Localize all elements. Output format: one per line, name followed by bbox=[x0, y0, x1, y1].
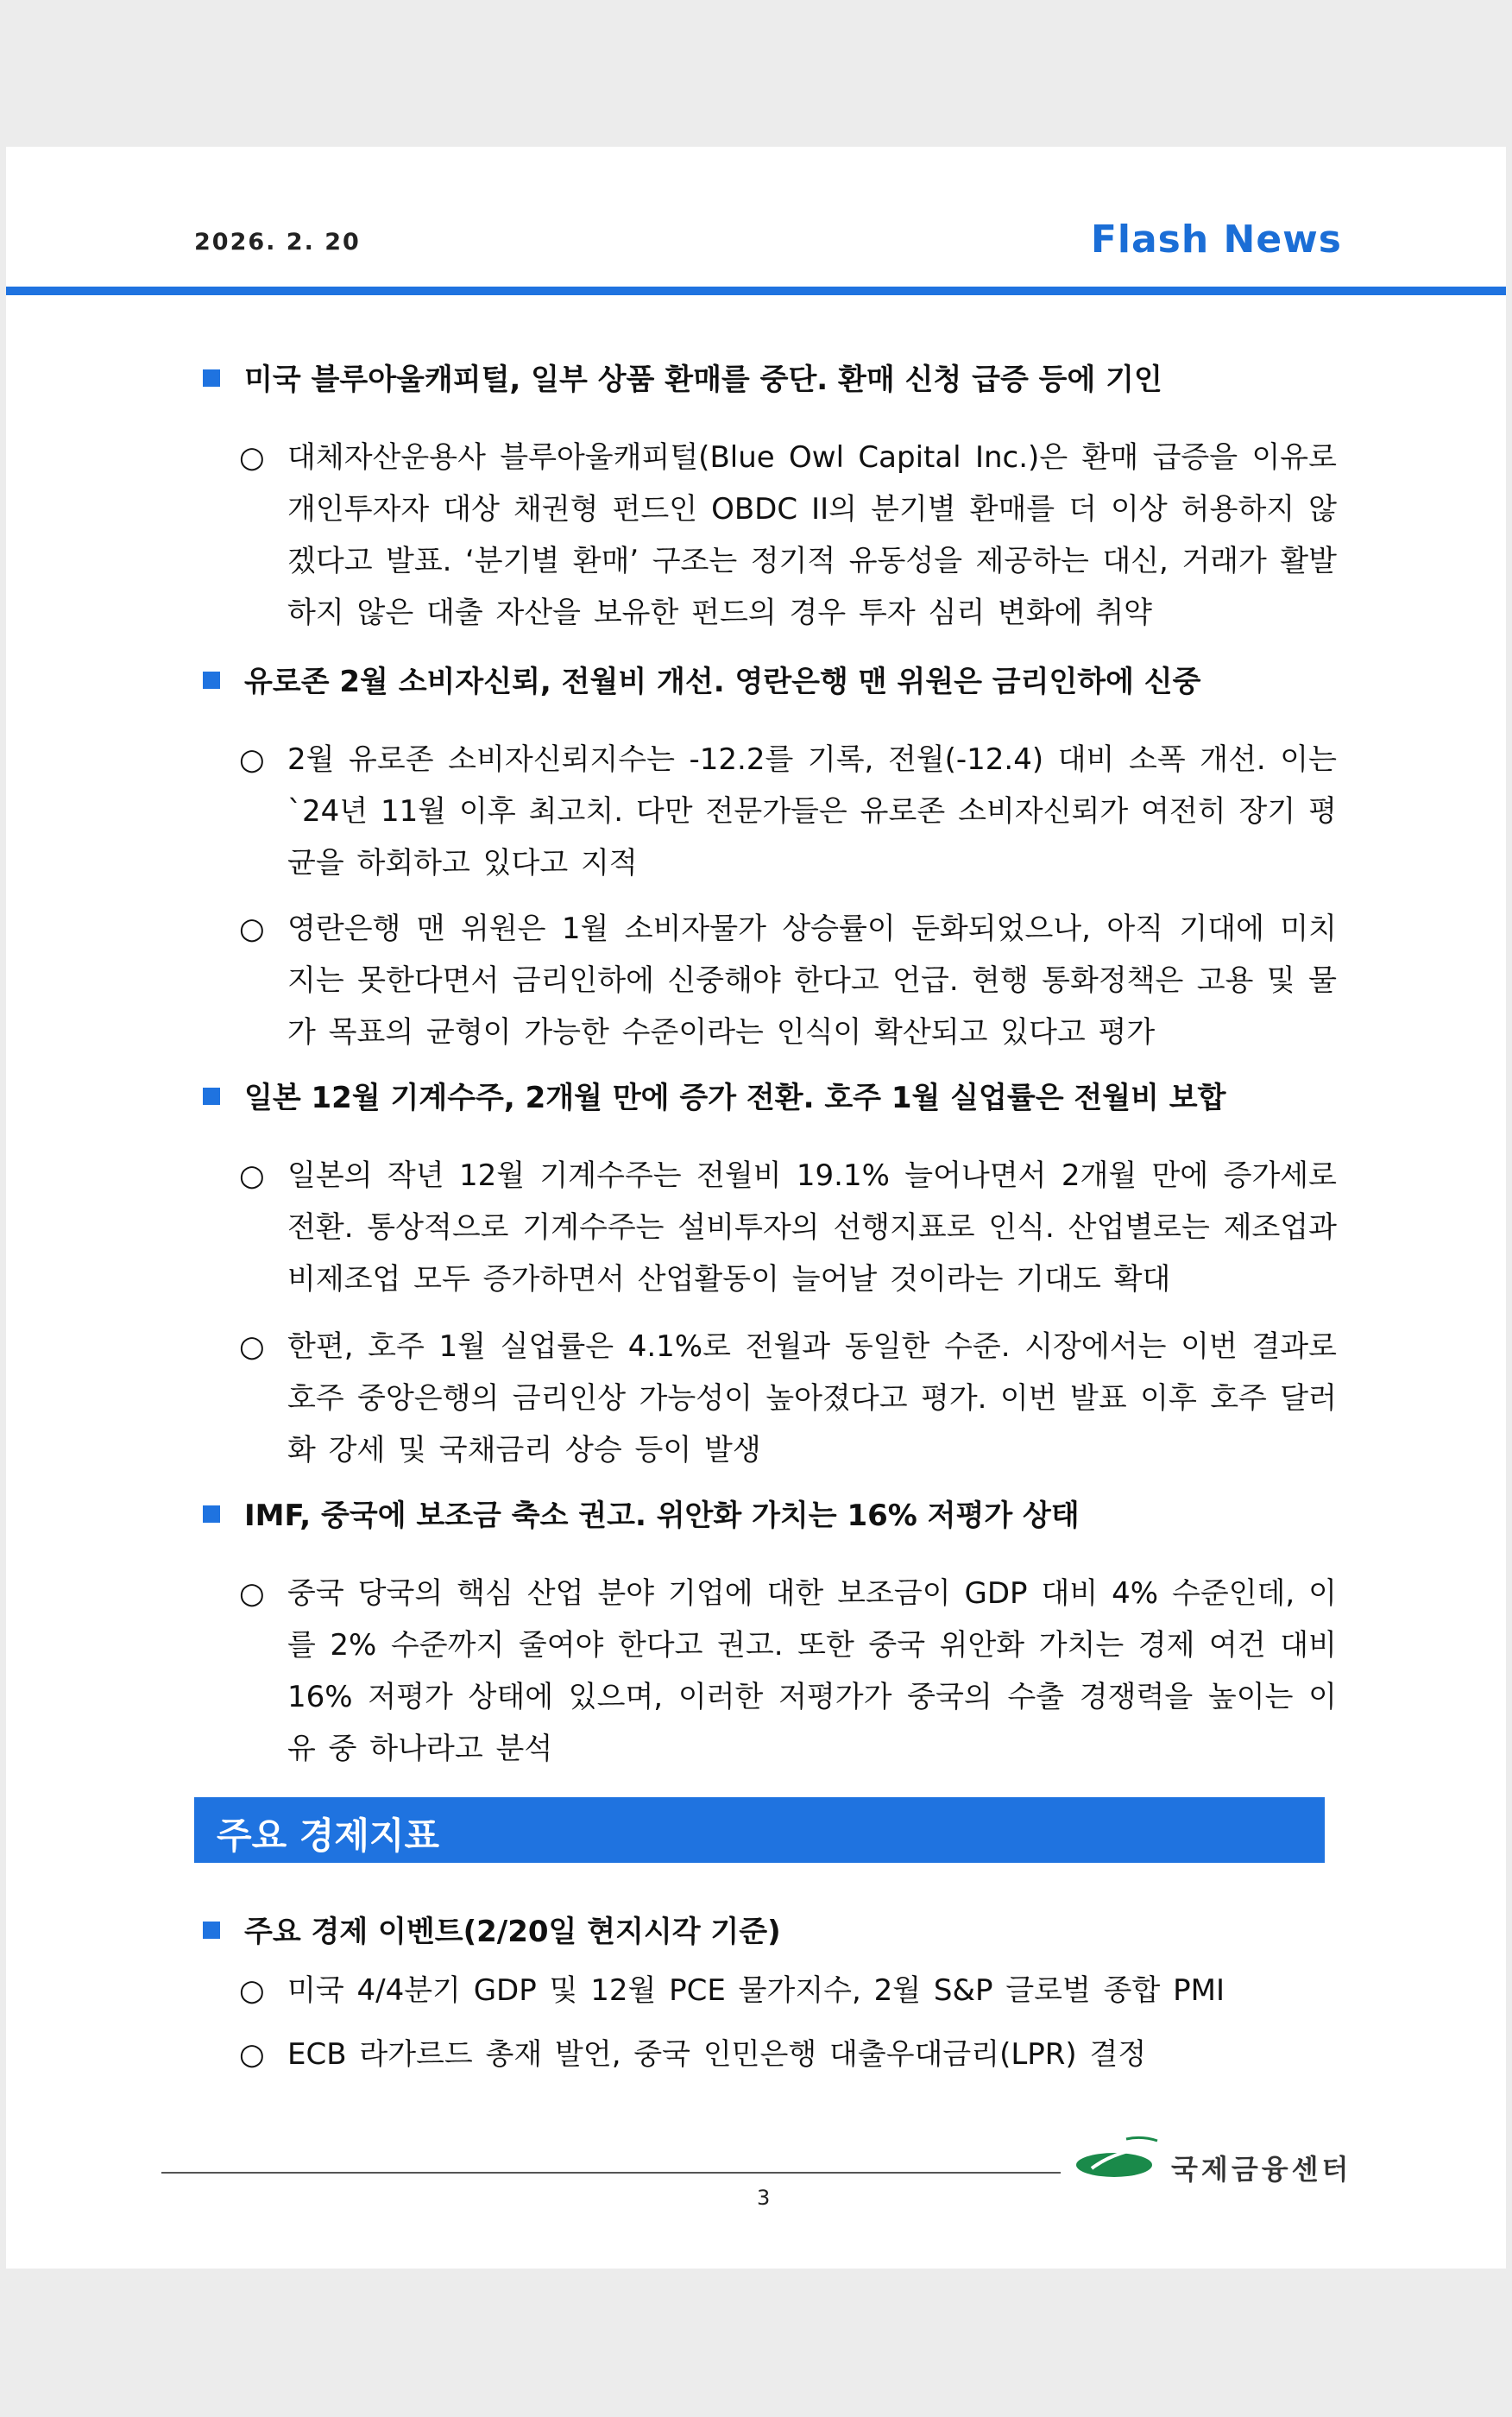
page-number: 3 bbox=[757, 2186, 771, 2210]
square-bullet-icon bbox=[203, 1922, 220, 1939]
org-name: 국제금융센터 bbox=[1171, 2153, 1352, 2186]
bullet-paragraph: ○ 한편, 호주 1월 실업률은 4.1%로 전월과 동일한 수준. 시장에서는 이번 결과로 호주 중앙은행의 금리인상 가능성이 높아졌다고 평가. 이번 발표 이후 호주 달러화 강세 및 국채금리 상승 등이 발생 bbox=[239, 1321, 1337, 1476]
circle-bullet-icon: ○ bbox=[239, 1576, 265, 1611]
circle-bullet-icon: ○ bbox=[239, 1329, 265, 1364]
bullet-paragraph: ○ 미국 4/4분기 GDP 및 12월 PCE 물가지수, 2월 S&P 글로벌 종합 PMI bbox=[239, 1965, 1378, 2016]
section-title-bar: 주요 경제지표 bbox=[194, 1797, 1325, 1863]
report-date: 2026. 2. 20 bbox=[194, 229, 361, 256]
header-rule bbox=[6, 287, 1506, 295]
section-heading: 미국 블루아울캐피털, 일부 상품 환매를 중단. 환매 신청 급증 등에 기인 bbox=[203, 356, 1162, 398]
square-bullet-icon bbox=[203, 1088, 220, 1105]
circle-bullet-icon: ○ bbox=[239, 1158, 265, 1193]
square-bullet-icon bbox=[203, 672, 220, 689]
section-heading: 유로존 2월 소비자신뢰, 전월비 개선. 영란은행 맨 위원은 금리인하에 신중 bbox=[203, 658, 1201, 700]
bullet-paragraph: ○ 일본의 작년 12월 기계수주는 전월비 19.1% 늘어나면서 2개월 만에 증가세로 전환. 통상적으로 기계수주는 설비투자의 선행지표로 인식. 산업별로는 제조업과 비제조업 모두 증가하면서 산업활동이 늘어날 것이라는 기대도 확대 bbox=[239, 1150, 1337, 1305]
footer-rule bbox=[161, 2172, 1061, 2174]
bullet-paragraph: ○ ECB 라가르드 총재 발언, 중국 인민은행 대출우대금리(LPR) 결정 bbox=[239, 2029, 1378, 2080]
circle-bullet-icon: ○ bbox=[239, 2037, 265, 2072]
section-heading: 주요 경제 이벤트(2/20일 현지시각 기준) bbox=[203, 1908, 781, 1950]
square-bullet-icon bbox=[203, 369, 220, 387]
brand-title: Flash News bbox=[1090, 218, 1342, 262]
square-bullet-icon bbox=[203, 1505, 220, 1523]
circle-bullet-icon: ○ bbox=[239, 912, 265, 946]
document-page bbox=[6, 147, 1506, 2269]
kcif-logo-icon bbox=[1074, 2134, 1164, 2182]
circle-bullet-icon: ○ bbox=[239, 440, 265, 475]
bullet-paragraph: ○ 중국 당국의 핵심 산업 분야 기업에 대한 보조금이 GDP 대비 4% 수준인데, 이를 2% 수준까지 줄여야 한다고 권고. 또한 중국 위안화 가치는 경제 여건 대비 16% 저평가 상태에 있으며, 이러한 저평가가 중국의 수출 경쟁력을 높이는 이유 중 하나라고 분석 bbox=[239, 1568, 1337, 1775]
circle-bullet-icon: ○ bbox=[239, 1973, 265, 2008]
bullet-paragraph: ○ 대체자산운용사 블루아울캐피털(Blue Owl Capital Inc.)은 환매 급증을 이유로 개인투자자 대상 채권형 펀드인 OBDC II의 분기별 환매를 더 이상 허용하지 않겠다고 발표. ‘분기별 환매’ 구조는 정기적 유동성을 제공하는 대신, 거래가 활발하지 않은 대출 자산을 보유한 펀드의 경우 투자 심리 변화에 취약 bbox=[239, 432, 1337, 639]
bullet-paragraph: ○ 2월 유로존 소비자신뢰지수는 -12.2를 기록, 전월(-12.4) 대비 소폭 개선. 이는 `24년 11월 이후 최고치. 다만 전문가들은 유로존 소비자신뢰가 여전히 장기 평균을 하회하고 있다고 지적 bbox=[239, 734, 1337, 889]
section-heading: 일본 12월 기계수주, 2개월 만에 증가 전환. 호주 1월 실업률은 전월비 보합 bbox=[203, 1074, 1225, 1116]
section-heading: IMF, 중국에 보조금 축소 권고. 위안화 가치는 16% 저평가 상태 bbox=[203, 1492, 1080, 1534]
circle-bullet-icon: ○ bbox=[239, 742, 265, 777]
bullet-paragraph: ○ 영란은행 맨 위원은 1월 소비자물가 상승률이 둔화되었으나, 아직 기대에 미치지는 못한다면서 금리인하에 신중해야 한다고 언급. 현행 통화정책은 고용 및 물가 목표의 균형이 가능한 수준이라는 인식이 확산되고 있다고 평가 bbox=[239, 903, 1337, 1058]
